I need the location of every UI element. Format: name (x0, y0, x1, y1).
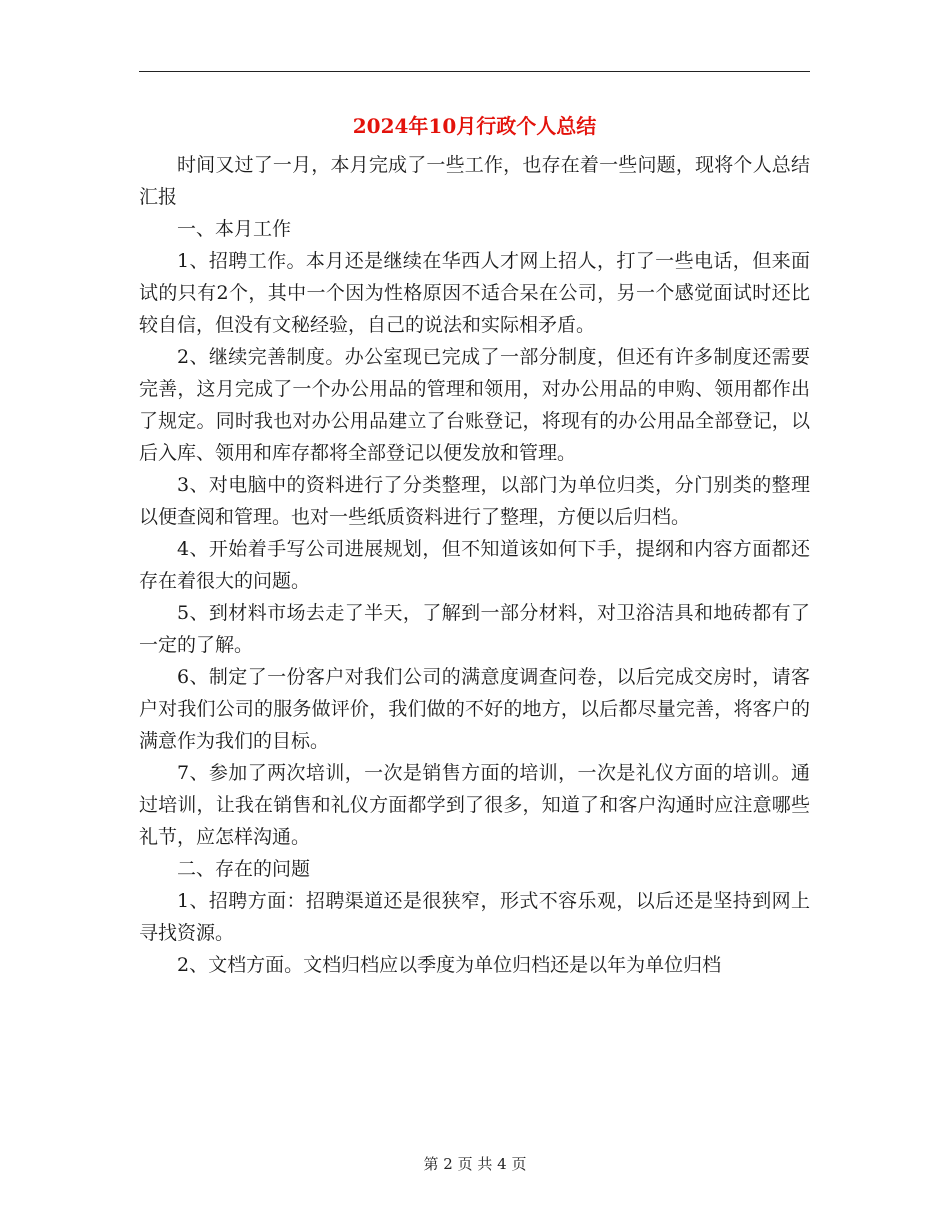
paragraph-file-organization: 3、对电脑中的资料进行了分类整理，以部门为单位归类，分门别类的整理以便查阅和管理。也对一些纸质资料进行了整理，方便以后归档。 (139, 474, 810, 528)
intro-paragraph: 时间又过了一月，本月完成了一些工作，也存在着一些问题，现将个人总结汇报 (139, 154, 810, 208)
document-title: 2024年10月行政个人总结 (352, 114, 597, 138)
paragraph-recruitment: 1、招聘工作。本月还是继续在华西人才网上招人，打了一些电话，但来面试的只有2个，其中一个因为性格原因不适合呆在公司，另一个感觉面试时还比较自信，但没有文秘经验，自己的说法和实际相矛盾。 (139, 250, 810, 336)
section-heading-this-month-work: 一、本月工作 (177, 218, 292, 240)
paragraph-training: 7、参加了两次培训，一次是销售方面的培训，一次是礼仪方面的培训。通过培训，让我在销售和礼仪方面都学到了很多，知道了和客户沟通时应注意哪些礼节，应怎样沟通。 (139, 762, 810, 848)
document-body (139, 108, 810, 981)
header-rule (139, 71, 810, 72)
paragraph-recruitment-problem: 1、招聘方面：招聘渠道还是很狭窄，形式不容乐观，以后还是坚持到网上寻找资源。 (139, 890, 810, 944)
paragraph-development-plan: 4、开始着手写公司进展规划，但不知道该如何下手，提纲和内容方面都还存在着很大的问题。 (139, 538, 810, 592)
paragraph-satisfaction-survey: 6、制定了一份客户对我们公司的满意度调查问卷，以后完成交房时，请客户对我们公司的服务做评价，我们做的不好的地方，以后都尽量完善，将客户的满意作为我们的目标。 (139, 666, 810, 752)
paragraph-material-market: 5、到材料市场去走了半天，了解到一部分材料，对卫浴洁具和地砖都有了一定的了解。 (139, 602, 810, 656)
section-heading-existing-problems: 二、存在的问题 (177, 858, 311, 880)
paragraph-archive-problem: 2、文档方面。文档归档应以季度为单位归档还是以年为单位归档 (177, 954, 722, 976)
page-number-footer: 第 2 页 共 4 页 (423, 1155, 527, 1173)
paragraph-improve-system: 2、继续完善制度。办公室现已完成了一部分制度，但还有许多制度还需要完善，这月完成了一个办公用品的管理和领用，对办公用品的申购、领用都作出了规定。同时我也对办公用品建立了台账登记，将现有的办公用品全部登记，以后入库、领用和库存都将全部登记以便发放和管理。 (139, 346, 810, 464)
